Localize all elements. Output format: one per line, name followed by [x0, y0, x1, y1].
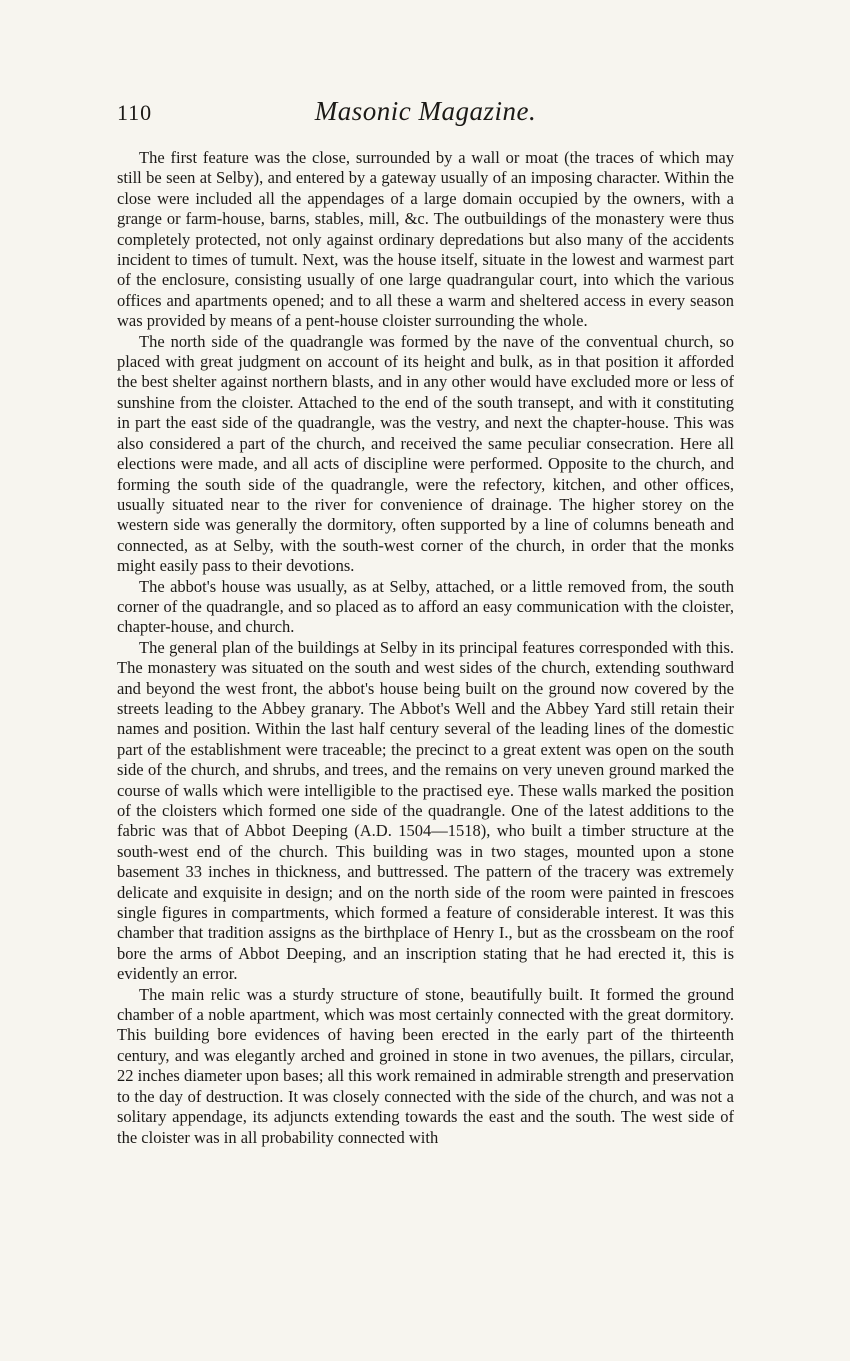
paragraph: The general plan of the buildings at Selby in its principal features corresponded with this. The monastery was situated on the south and west sides of the church, extending southward and beyond the west front, the abbot's house being built on the ground now covered by the streets leading to the Abbey granary. The Abbot's Well and the Abbey Yard still retain their names and position. Within the last half century several of the leading lines of the domestic part of the establishment were traceable; the precinct to a great extent was open on the south side of the church, and shrubs, and trees, and the remains on very uneven ground marked the course of walls which were intelligible to the practised eye. These walls marked the position of the cloisters which formed one side of the quadrangle. One of the latest additions to the fabric was that of Abbot Deeping (A.D. 1504—1518), who built a timber structure at the south-west end of the church. This building was in two stages, mounted upon a stone basement 33 inches in thickness, and buttressed. The pattern of the tracery was extremely delicate and exquisite in design; and on the north side of the room were painted in frescoes single figures in compartments, which formed a feature of considerable interest. It was this chamber that tradition assigns as the birthplace of Henry I., but as the crossbeam on the roof bore the arms of Abbot Deeping, and an inscription stating that he had erected it, this is evidently an error.: [117, 637, 734, 984]
page-header: [117, 96, 734, 132]
page-number: 110: [117, 100, 153, 125]
paragraph: The first feature was the close, surrounded by a wall or moat (the traces of which may still be seen at Selby), and entered by a gateway usually of an imposing character. Within the close were included all the appendages of a large domain occupied by the owners, with a grange or farm-house, barns, stables, mill, &c. The outbuildings of the monastery were thus completely protected, not only against ordinary depredations but also many of the accidents incident to times of tumult. Next, was the house itself, situate in the lowest and warmest part of the enclosure, consisting usually of one large quadrangular court, into which the various offices and apartments opened; and to all these a warm and sheltered access in every season was provided by means of a pent-house cloister surrounding the whole.: [117, 148, 734, 331]
paragraph: The abbot's house was usually, as at Selby, attached, or a little removed from, the south corner of the quadrangle, and so placed as to afford an easy communication with the cloister, chapter-house, and church.: [117, 576, 734, 637]
article-body: [117, 148, 734, 1148]
paragraph: The north side of the quadrangle was formed by the nave of the conventual church, so placed with great judgment on account of its height and bulk, as in that position it afforded the best shelter against northern blasts, and in any other would have excluded more or less of sunshine from the cloister. Attached to the end of the south transept, and with it constituting in part the east side of the quadrangle, was the vestry, and next the chapter-house. This was also considered a part of the church, and received the same peculiar consecration. Here all elections were made, and all acts of discipline were performed. Opposite to the church, and forming the south side of the quadrangle, were the refectory, kitchen, and other offices, usually situated near to the river for convenience of drainage. The higher storey on the western side was generally the dormitory, often supported by a line of columns beneath and connected, as at Selby, with the south-west corner of the church, in order that the monks might easily pass to their devotions.: [117, 331, 734, 576]
paragraph: The main relic was a sturdy structure of stone, beautifully built. It formed the ground chamber of a noble apartment, which was most certainly connected with the great dormitory. This building bore evidences of having been erected in the early part of the thirteenth century, and was elegantly arched and groined in stone in two avenues, the pillars, circular, 22 inches diameter upon bases; all this work remained in admirable strength and preservation to the day of destruction. It was closely connected with the side of the church, and was not a solitary appendage, its adjuncts extending towards the east and the south. The west side of the cloister was in all probability connected with: [117, 984, 734, 1147]
running-title: Masonic Magazine.: [314, 96, 537, 126]
